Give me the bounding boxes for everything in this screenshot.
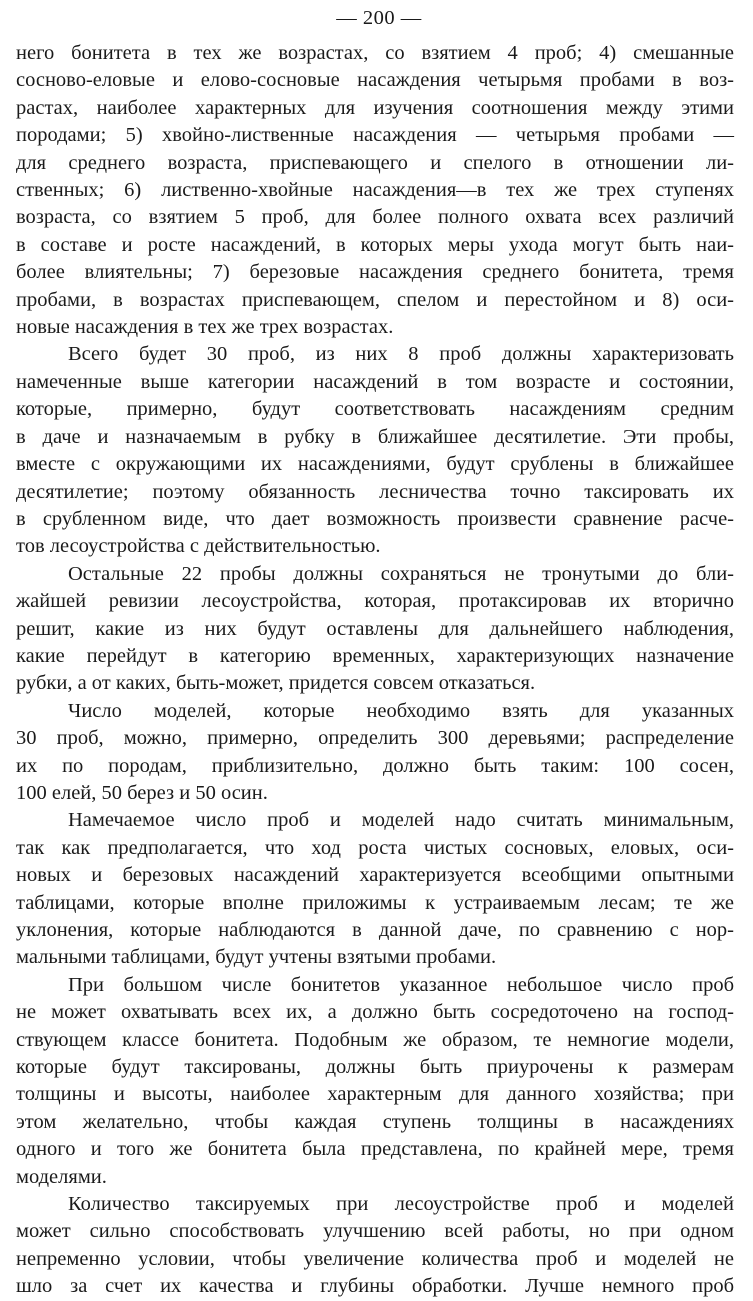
page-number: — 200 —	[336, 7, 422, 29]
text-line: сосново-еловые и елово-сосновые насаждения четырьмя пробами в воз-	[16, 69, 734, 92]
text-line: решит, какие из них будут оставлены для дальнейшего наблюдения,	[16, 617, 734, 640]
text-line: моделями.	[16, 1165, 107, 1188]
paragraph-4	[16, 698, 734, 808]
text-line: него бонитета в тех же возрастах, со взятием 4 проб; 4) смешанные	[16, 42, 734, 64]
text-line: мальными таблицами, будут учтены взятыми пробами.	[16, 946, 497, 969]
text-line: 100 елей, 50 берез и 50 осин.	[16, 781, 268, 804]
text-line: этом желательно, чтобы каждая ступень толщины в насаждениях	[16, 1110, 734, 1133]
text-line: новых и березовых насаждений характеризуется всеобщими опытными	[16, 864, 734, 887]
text-line: Намечаемое число проб и моделей надо считать минимальным,	[68, 809, 734, 832]
text-line: в составе и росте насаждений, в которых меры ухода могут быть наи-	[16, 233, 734, 256]
text-line: 30 проб, можно, примерно, определить 300 деревьями; распределение	[16, 727, 734, 750]
text-line: При большом числе бонитетов указанное небольшое число проб	[68, 973, 734, 996]
text-line: не может охватывать всех их, а должно быть сосредоточено на господ-	[16, 1001, 734, 1024]
text-line: шло за счет их качества и глубины обработки. Лучше немного проб	[16, 1275, 734, 1298]
text-line: Количество таксируемых при лесоустройстве проб и моделей	[68, 1193, 734, 1216]
text-line: толщины и высоты, наиболее характерным для данного хозяйства; при	[16, 1083, 734, 1106]
text-line: породами; 5) хвойно-лиственные насаждения — четырьмя пробами —	[16, 124, 734, 147]
text-line: растах, наиболее характерных для изучения соотношения между этими	[16, 96, 734, 119]
text-line: пробами, в возрастах приспевающем, спелом и перестойном и 8) оси-	[16, 288, 734, 311]
text-line: которые будут таксированы, должны быть приурочены к размерам	[16, 1056, 734, 1079]
paragraph-3	[16, 561, 734, 698]
text-line: уклонения, которые наблюдаются в данной даче, по сравнению с нор-	[16, 919, 734, 941]
text-line: непременно условии, чтобы увеличение количества проб и моделей не	[16, 1247, 734, 1270]
text-line: Остальные 22 пробы должны сохраняться не тронутыми до бли-	[68, 562, 734, 585]
paragraph-2	[16, 341, 734, 560]
text-line: в даче и назначаемым в рубку в ближайшее десятилетие. Эти пробы,	[16, 425, 734, 448]
text-line: возраста, со взятием 5 проб, для более полного охвата всех различий	[16, 206, 734, 229]
text-line: жайшей ревизии лесоустройства, которая, протаксировав их вторично	[16, 590, 734, 613]
document-page	[16, 6, 734, 1298]
text-line: в срубленном виде, что дает возможность произвести сравнение расче-	[16, 507, 734, 530]
text-line: Число моделей, которые необходимо взять для указанных	[68, 699, 734, 722]
paragraph-1	[16, 40, 734, 341]
text-line: новые насаждения в тех же трех возрастах.	[16, 316, 394, 339]
text-line: ствующем классе бонитета. Подобным же образом, те немногие модели,	[16, 1028, 734, 1051]
text-line: намеченные выше категории насаждений в том возрасте и состоянии,	[16, 370, 734, 393]
text-line: ственных; 6) лиственно-хвойные насаждения—в тех же трех ступенях	[16, 179, 734, 202]
text-line: может сильно способствовать улучшению всей работы, но при одном	[16, 1220, 734, 1243]
text-line: более влиятельны; 7) березовые насаждения среднего бонитета, тремя	[16, 261, 734, 284]
text-line: тов лесоустройства с действительностью.	[16, 535, 381, 558]
paragraph-7	[16, 1191, 734, 1301]
text-line: так как предполагается, что ход роста чистых сосновых, еловых, оси-	[16, 836, 734, 859]
text-line: десятилетие; поэтому обязанность лесничества точно таксировать их	[16, 480, 734, 503]
text-line: их по породам, приблизительно, должно быть таким: 100 сосен,	[16, 754, 734, 777]
text-line: Всего будет 30 проб, из них 8 проб должны характеризовать	[68, 343, 734, 366]
text-line: для среднего возраста, приспевающего и спелого в отношении ли-	[16, 151, 734, 174]
paragraph-5	[16, 807, 734, 971]
text-line: вместе с окружающими их насаждениями, будут срублены в ближайшее	[16, 453, 734, 476]
paragraph-6	[16, 972, 734, 1191]
text-line: рубки, а от каких, быть-может, придется совсем отказаться.	[16, 672, 536, 695]
text-line: одного и того же бонитета была представлена, по крайней мере, тремя	[16, 1138, 734, 1161]
text-line: таблицами, которые вполне приложимы к устраиваемым лесам; те же	[16, 891, 734, 914]
text-line: которые, примерно, будут соответствовать насаждениям средним	[16, 398, 734, 421]
text-line: какие перейдут в категорию временных, характеризующих назначение	[16, 644, 734, 667]
